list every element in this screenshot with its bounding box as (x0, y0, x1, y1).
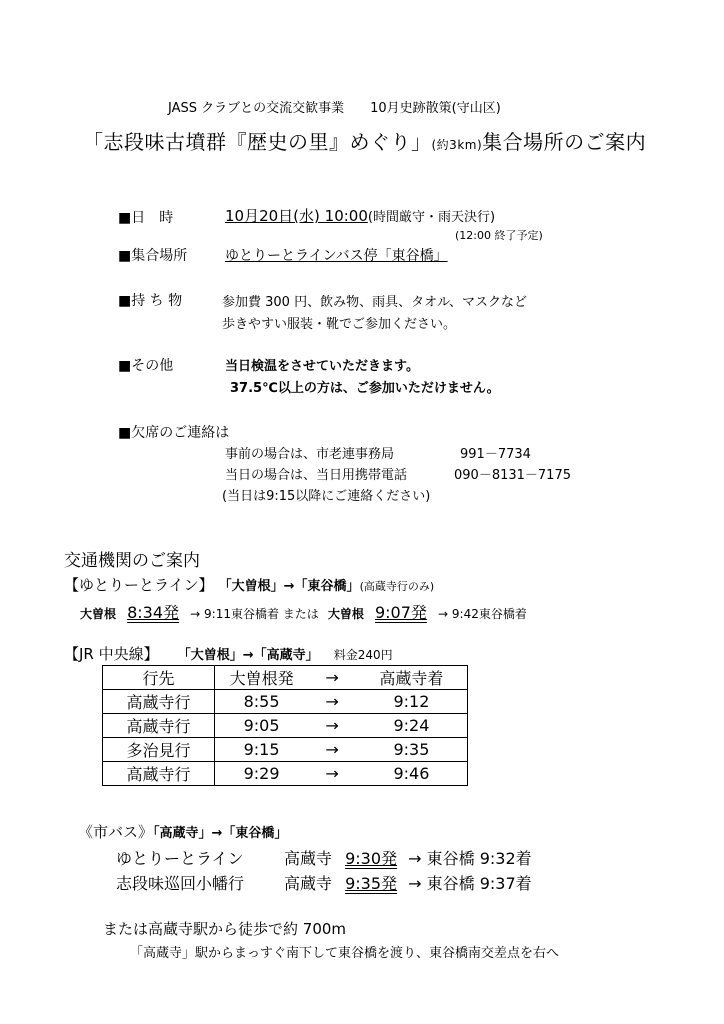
page-title (83, 126, 646, 155)
row-arrival: 9:24 (356, 714, 468, 738)
row-destination: 高蔵寺行 (103, 714, 215, 738)
header-organizer: JASS クラブとの交流交歓事業 (168, 101, 345, 116)
items-line-1: 参加費 300 円、飲み物、雨具、タオル、マスクなど (222, 295, 528, 310)
transport-heading: 交通機関のご案内 (64, 551, 200, 571)
yutori-arrival-1: → 9:11東谷橋着 または (190, 607, 319, 621)
table-row (103, 762, 468, 786)
row-arrow: → (308, 738, 356, 762)
row-destination: 高蔵寺行 (103, 762, 215, 786)
header-arrow: → (308, 666, 356, 690)
meeting-value: ゆとりーとラインバス停「東谷橋」 (225, 248, 448, 264)
absence-line-1 (225, 443, 394, 462)
bus-line-1-departure: 9:30発 (345, 849, 398, 868)
mobile-phone: 090－8131－7175 (454, 468, 571, 483)
bus-prefix: 《市バス》 (78, 823, 154, 841)
yutori-arrival-2: → 9:42東谷橋着 (438, 607, 527, 621)
row-arrow: → (308, 762, 356, 786)
walk-line-2: 「高蔵寺」駅からまっすぐ南下して東谷橋を渡り、東谷橋南交差点を右へ (130, 946, 560, 961)
yutori-bracket: 【ゆとりーとライン】 (64, 576, 214, 594)
table-row (103, 738, 468, 762)
absence-label: ■欠席のご連絡は (118, 425, 230, 441)
bus-heading (78, 821, 287, 842)
bus-line-1-from: 高蔵寺 (284, 849, 333, 868)
absence-sameday-text: 当日の場合は、当日用携帯電話 (225, 468, 408, 483)
other-line-2: 37.5℃以上の方は、ご参加いただけません。 (230, 381, 500, 396)
row-arrival: 9:35 (356, 738, 468, 762)
yutori-heading (64, 574, 434, 595)
bus-line-1-arrival: → 東谷橋 9:32着 (408, 849, 532, 868)
items-label: ■持 ち 物 (118, 293, 183, 309)
bus-line-2-name: 志段味巡回小幡行 (116, 874, 245, 893)
bus-line-1-times (284, 846, 532, 869)
meeting-label: ■集合場所 (118, 248, 188, 264)
jr-fare: 料金240円 (333, 648, 393, 662)
date-note: (時間厳守・雨天決行) (367, 210, 496, 225)
date-label: ■日 時 (118, 210, 174, 226)
row-arrow: → (308, 714, 356, 738)
row-departure: 9:15 (214, 738, 308, 762)
title-distance: (約3km) (431, 138, 483, 152)
table-row (103, 690, 468, 714)
bus-route: 「高蔵寺」→「東谷橋」 (153, 826, 288, 841)
row-destination: 多治見行 (103, 738, 215, 762)
row-arrow: → (308, 690, 356, 714)
title-tail: 集合場所のご案内 (482, 130, 647, 154)
timetable-header-row (103, 666, 468, 690)
jr-heading (64, 643, 393, 664)
yutori-departure-2: 9:07発 (374, 603, 427, 622)
jr-timetable (102, 665, 468, 786)
header-event: 10月史跡散策(守山区) (370, 101, 501, 116)
header-ozone-departure: 大曽根発 (214, 666, 308, 690)
date-row (225, 205, 495, 226)
other-line-1: 当日検温をさせていただきます。 (225, 359, 419, 374)
absence-line-3: (当日は9:15以降にご連絡ください) (222, 489, 431, 504)
bus-line-2-from: 高蔵寺 (284, 874, 333, 893)
bus-line-1-name: ゆとりーとライン (116, 849, 244, 868)
table-row (103, 714, 468, 738)
jr-route: 「大曽根」→「高蔵寺」 (177, 648, 319, 663)
title-main: 「志段味古墳群『歴史の里』めぐり」 (83, 130, 432, 154)
row-departure: 9:05 (214, 714, 308, 738)
other-label: ■その他 (118, 358, 174, 374)
date-value: 10月20日(水) 10:00 (225, 207, 368, 225)
bus-line-2-arrival: → 東谷橋 9:37着 (408, 874, 532, 893)
header-destination: 行先 (103, 666, 215, 690)
event-header (168, 97, 501, 116)
items-line-2: 歩きやすい服装・靴でご参加ください。 (222, 317, 457, 332)
bus-line-2-departure: 9:35発 (345, 874, 398, 893)
row-arrival: 9:46 (356, 762, 468, 786)
header-kozoji-arrival: 高蔵寺着 (356, 666, 468, 690)
office-phone: 991－7734 (460, 447, 531, 462)
bus-line-2-times (284, 871, 532, 894)
row-departure: 9:29 (214, 762, 308, 786)
row-arrival: 9:12 (356, 690, 468, 714)
row-departure: 8:55 (214, 690, 308, 714)
end-time-note: (12:00 終了予定) (455, 229, 543, 242)
yutori-route: 「大曽根」→「東谷橋」 (218, 579, 360, 594)
row-destination: 高蔵寺行 (103, 690, 215, 714)
yutori-schedule (80, 600, 527, 623)
yutori-note: (高蔵寺行のみ) (359, 580, 435, 593)
absence-line-2 (225, 464, 407, 483)
jr-bracket: 【JR 中央線】 (64, 645, 159, 663)
yutori-station-2: 大曽根 (327, 607, 364, 621)
walk-line-1: または高蔵寺駅から徒歩で約 700m (103, 920, 347, 938)
yutori-departure-1: 8:34発 (127, 603, 180, 622)
absence-advance-text: 事前の場合は、市老連事務局 (225, 447, 395, 462)
yutori-station-1: 大曽根 (80, 607, 117, 621)
